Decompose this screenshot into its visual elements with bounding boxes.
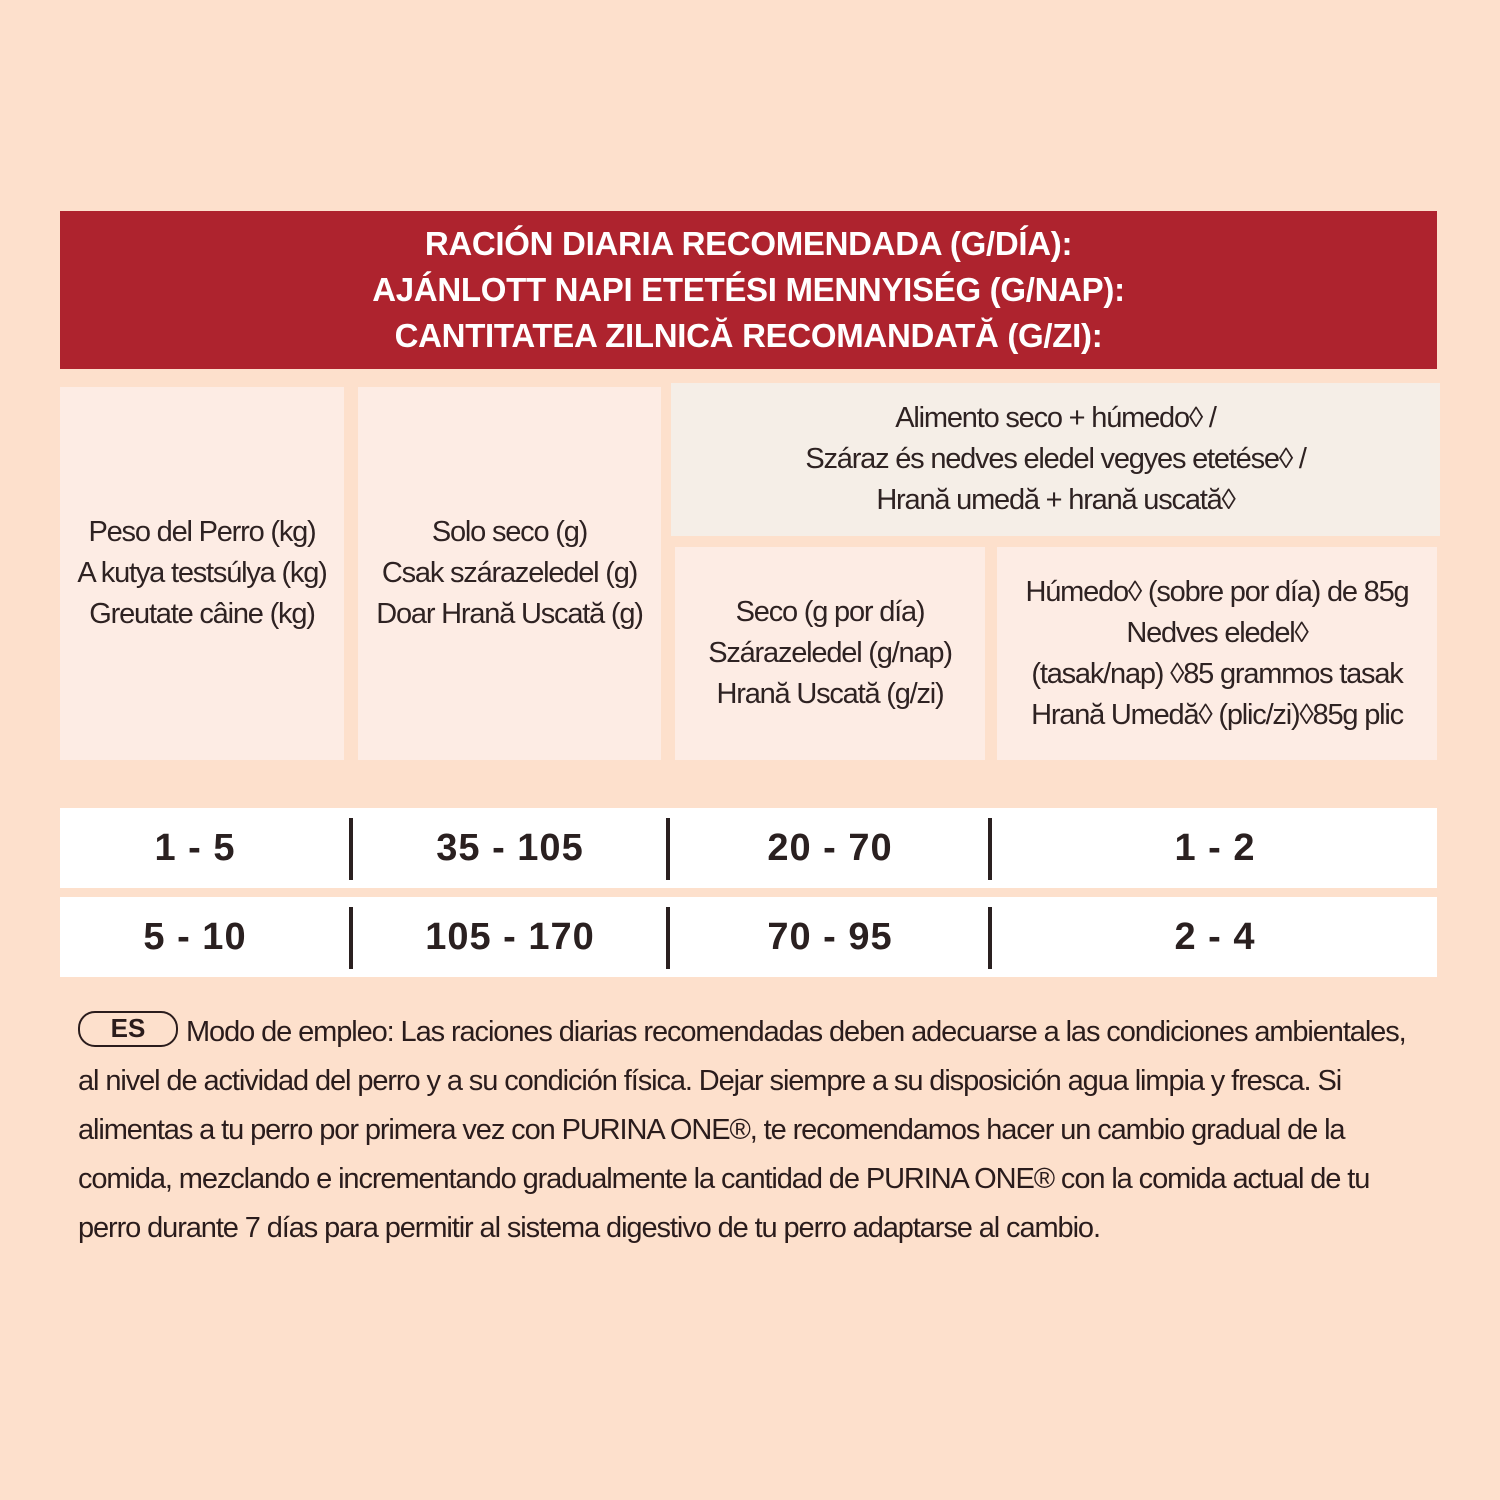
cell-mixed-wet: 2 - 4 — [1174, 915, 1256, 958]
cell-weight: 1 - 5 — [154, 826, 236, 869]
cell-weight: 5 - 10 — [143, 915, 247, 958]
header-mixed-dry — [675, 547, 985, 760]
cell-mixed-wet: 1 - 2 — [1174, 826, 1256, 869]
header-text: A kutya testsúlya (kg) — [77, 557, 327, 589]
language-badge-es: ES — [78, 1011, 178, 1047]
table-row — [60, 897, 1437, 977]
header-text: Hrană Umedă◊ (plic/zi)◊85g plic — [1031, 698, 1403, 731]
header-text: Hrană Uscată (g/zi) — [716, 678, 944, 710]
header-text: Alimento seco + húmedo◊ / — [895, 402, 1216, 434]
header-text: Húmedo◊ (sobre por día) de 85g — [1025, 575, 1409, 608]
table-row — [60, 808, 1437, 888]
title-line-hu: AJÁNLOTT NAPI ETETÉSI MENNYISÉG (G/NAP): — [372, 271, 1125, 308]
cell-dry-only: 105 - 170 — [425, 915, 595, 958]
header-text: Doar Hrană Uscată (g) — [376, 598, 643, 630]
header-mixed-feeding — [671, 383, 1440, 536]
column-separator — [988, 818, 992, 880]
header-text: Száraz és nedves eledel vegyes etetése◊ / — [805, 443, 1306, 475]
header-mixed-wet — [997, 547, 1437, 760]
cell-mixed-dry: 70 - 95 — [767, 915, 893, 958]
header-text: Szárazeledel (g/nap) — [708, 637, 952, 669]
column-separator — [349, 818, 353, 880]
header-text: Nedves eledel◊ — [1126, 616, 1308, 649]
header-text: Csak szárazeledel (g) — [381, 557, 638, 589]
header-text: Greutate câine (kg) — [89, 598, 315, 630]
header-text: Solo seco (g) — [431, 516, 588, 548]
column-separator — [988, 907, 992, 969]
instructions-text: Modo de empleo: Las raciones diarias recomendadas deben adecuarse a las condiciones ambientales, al nivel de actividad del perro y a su condición física. Dejar siempre a su disposición agua limpia y fresca. Si alimentas a tu perro por primera vez con PURINA ONE®, te recomendamos hacer un cambio gradual de la comida, mezclando e incrementando gradualmente la cantidad de PURINA ONE® con la comida actual de tu perro durante 7 días para permitir al sistema digestivo de tu perro adaptarse al cambio. — [78, 1016, 1406, 1244]
usage-instructions — [78, 1008, 1418, 1253]
column-separator — [349, 907, 353, 969]
header-text: Hrană umedă + hrană uscată◊ — [876, 484, 1235, 516]
header-text: Peso del Perro (kg) — [88, 516, 316, 548]
header-dog-weight — [60, 387, 344, 760]
table-title-banner — [60, 211, 1437, 369]
title-line-es: RACIÓN DIARIA RECOMENDADA (G/DÍA): — [424, 225, 1073, 262]
column-separator — [666, 907, 670, 969]
header-dry-only — [358, 387, 661, 760]
column-separator — [666, 818, 670, 880]
cell-dry-only: 35 - 105 — [436, 826, 584, 869]
cell-mixed-dry: 20 - 70 — [767, 826, 893, 869]
title-line-ro: CANTITATEA ZILNICĂ RECOMANDATĂ (G/ZI): — [394, 317, 1103, 354]
header-text: (tasak/nap) ◊85 grammos tasak — [1031, 657, 1403, 690]
header-text: Seco (g por día) — [735, 596, 925, 628]
